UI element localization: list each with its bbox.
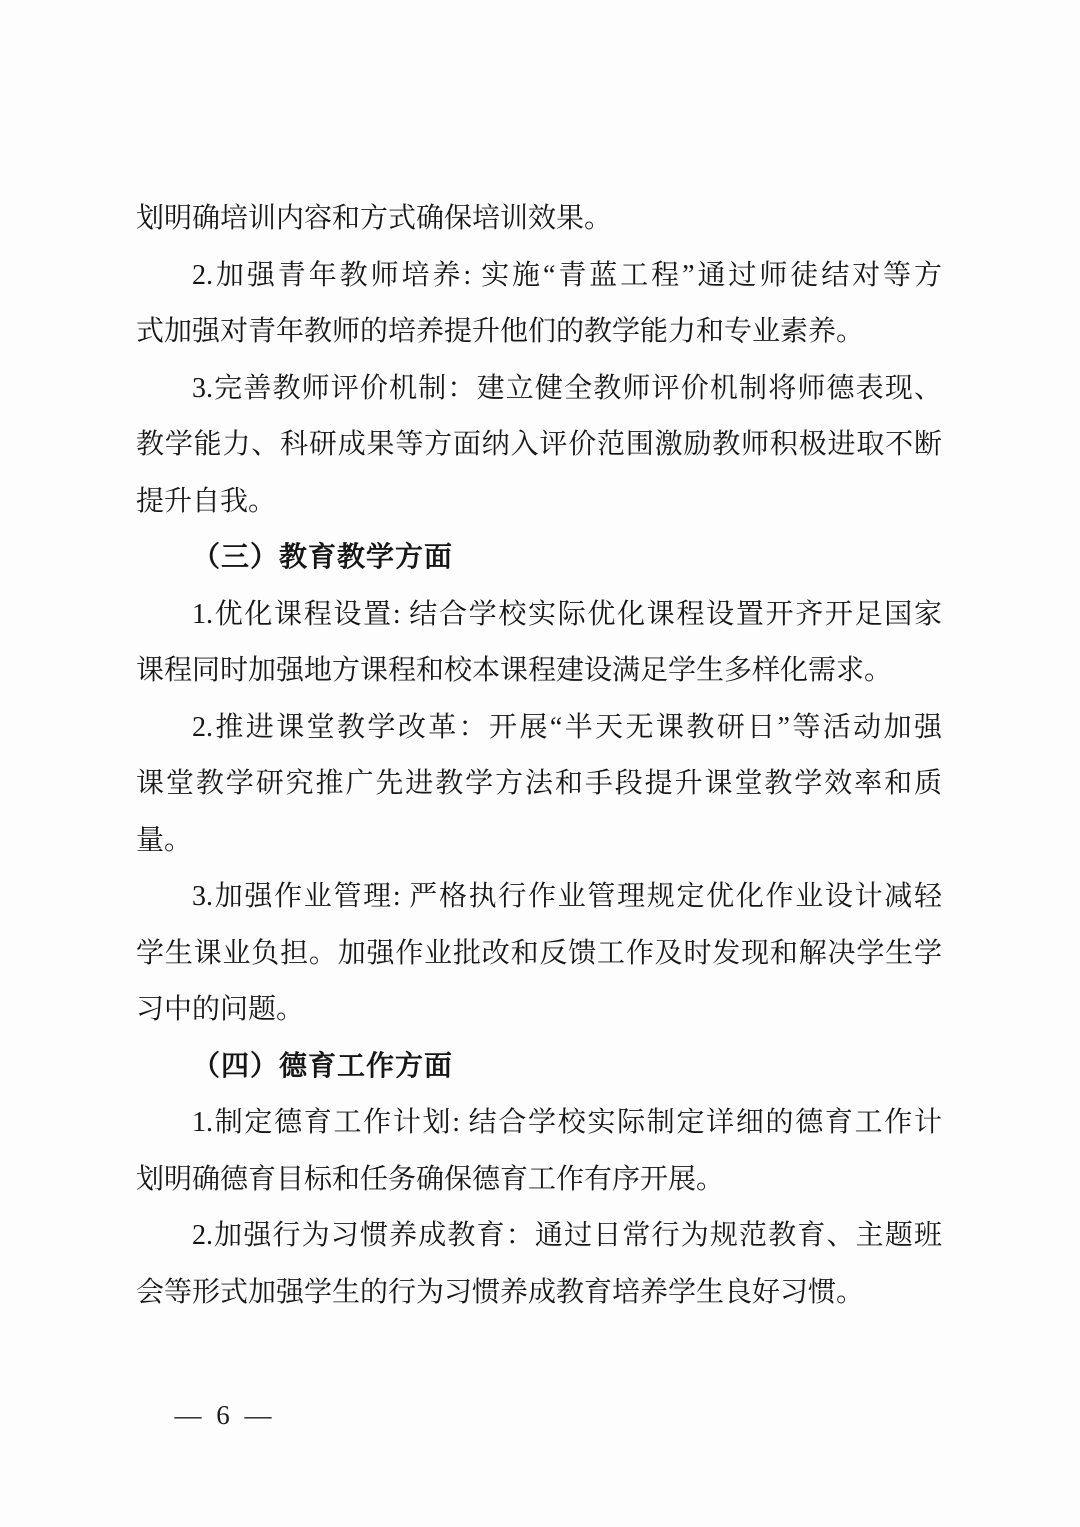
text-line: 教学能力、科研成果等方面纳入评价范围激励教师积极进取不断	[136, 429, 942, 460]
paragraph	[136, 1095, 942, 1208]
section-heading	[136, 530, 942, 587]
text-line: 划明确培训内容和方式确保培训效果。	[136, 203, 613, 234]
paragraph	[136, 248, 942, 361]
text-line: 习中的问题。	[136, 994, 305, 1025]
paragraph	[136, 587, 942, 700]
paragraph	[136, 700, 942, 870]
text-line: 课堂教学研究推广先进教学方法和手段提升课堂教学效率和质	[136, 768, 942, 799]
paragraph	[136, 191, 942, 248]
text-line: 2.加强青年教师培养: 实施“青蓝工程”通过师徒结对等方	[192, 259, 942, 291]
text-line: 学生课业负担。加强作业批改和反馈工作及时发现和解决学生学	[136, 937, 942, 969]
paragraph	[136, 869, 942, 1039]
text-line: 3.加强作业管理: 严格执行作业管理规定优化作业设计减轻	[192, 881, 942, 912]
text-line: 量。	[136, 824, 193, 856]
paragraph	[136, 1208, 942, 1321]
paragraph	[136, 361, 942, 531]
text-line: （四）德育工作方面	[192, 1050, 454, 1082]
text-line: 3.完善教师评价机制：建立健全教师评价机制将师德表现、	[192, 372, 942, 404]
text-line: 1.优化课程设置: 结合学校实际优化课程设置开齐开足国家	[192, 598, 942, 630]
section-heading	[136, 1039, 942, 1096]
text-line: 划明确德育目标和任务确保德育工作有序开展。	[136, 1163, 725, 1195]
text-line: 课程同时加强地方课程和校本课程建设满足学生多样化需求。	[136, 655, 893, 686]
text-line: （三）教育教学方面	[192, 542, 454, 573]
text-line: 会等形式加强学生的行为习惯养成教育培养学生良好习惯。	[136, 1276, 865, 1308]
text-line: 提升自我。	[136, 485, 277, 517]
text-line: 2.推进课堂教学改革：开展“半天无课教研日”等活动加强	[192, 711, 942, 743]
text-line: 2.加强行为习惯养成教育：通过日常行为规范教育、主题班	[192, 1220, 942, 1251]
text-line: 1.制定德育工作计划: 结合学校实际制定详细的德育工作计	[192, 1107, 942, 1138]
document-body	[136, 191, 942, 1321]
text-line: 式加强对青年教师的培养提升他们的教学能力和专业素养。	[136, 316, 865, 347]
page-number: — 6 —	[174, 1400, 276, 1430]
